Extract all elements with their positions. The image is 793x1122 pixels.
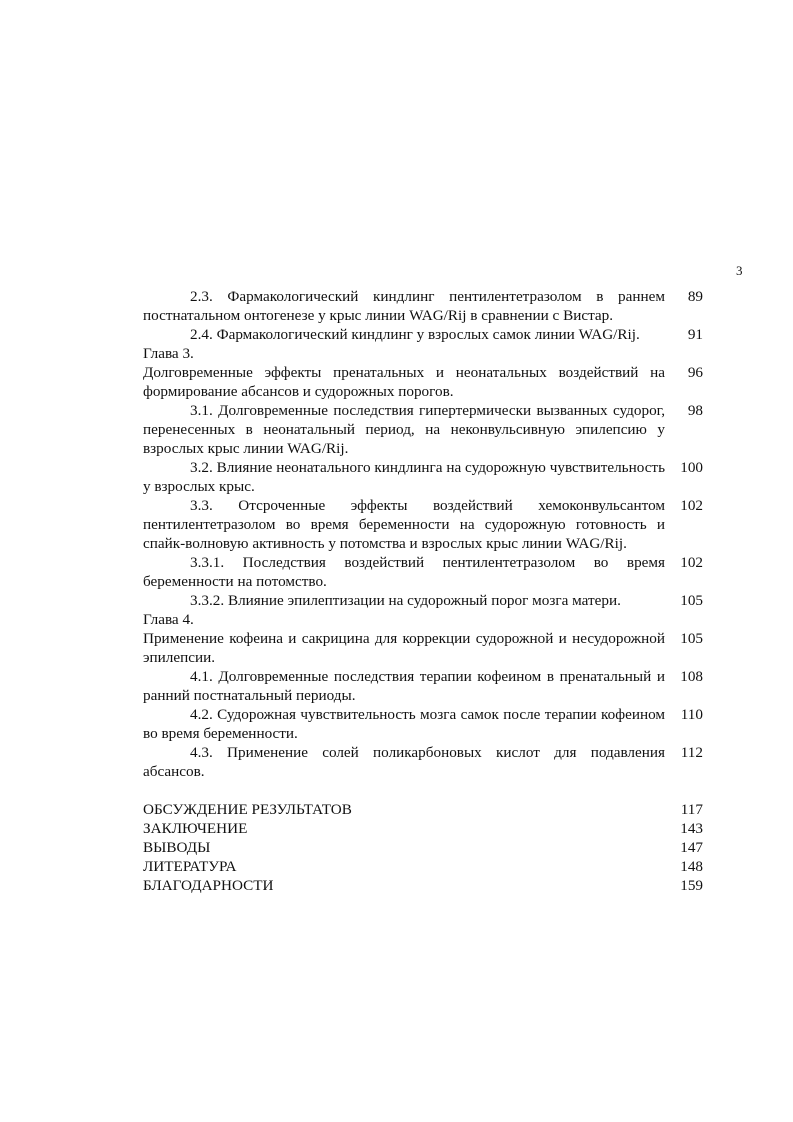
toc-section-text: ВЫВОДЫ bbox=[143, 839, 211, 856]
toc-section-text: ЗАКЛЮЧЕНИЕ bbox=[143, 820, 248, 837]
toc-entry-4-3 bbox=[143, 743, 703, 781]
toc-section-page: 148 bbox=[680, 858, 703, 875]
toc-section-page: 147 bbox=[680, 839, 703, 856]
toc-entry-page: 89 bbox=[687, 288, 703, 305]
toc-section-page: 143 bbox=[680, 820, 703, 837]
toc-entry-text: Применение кофеина и сакрицина для коррекции судорожной и несудорожной эпилепсии. bbox=[143, 630, 665, 666]
toc-entry-page: 110 bbox=[680, 706, 703, 723]
toc-chapter-3-title bbox=[143, 363, 703, 401]
toc-section-findings bbox=[143, 838, 703, 857]
toc-entry-text: 3.3.2. Влияние эпилептизации на судорожный порог мозга матери. bbox=[190, 592, 621, 609]
toc-section-text: ОБСУЖДЕНИЕ РЕЗУЛЬТАТОВ bbox=[143, 801, 352, 818]
toc-section-discussion bbox=[143, 800, 703, 819]
page-number: 3 bbox=[736, 263, 743, 278]
toc-section-acknowledgements bbox=[143, 876, 703, 895]
toc-entry-page: 100 bbox=[680, 459, 703, 476]
spacer bbox=[143, 781, 703, 800]
toc-entry-text: 4.2. Судорожная чувствительность мозга самок после терапии кофеином во время беременности. bbox=[143, 706, 665, 742]
toc-entry-page: 105 bbox=[680, 630, 703, 647]
toc-entry-text: Долговременные эффекты пренатальных и неонатальных воздействий на формирование абсансов и судорожных порогов. bbox=[143, 364, 665, 400]
toc-section-conclusion bbox=[143, 819, 703, 838]
toc-entry-page: 91 bbox=[687, 326, 703, 343]
toc-entry-text: 4.1. Долговременные последствия терапии кофеином в пренатальный и ранний постнатальный периоды. bbox=[143, 668, 665, 704]
toc-entry-text: 3.3.1. Последствия воздействий пентилентетразолом во время беременности на потомство. bbox=[143, 554, 665, 590]
toc-entry-3-2 bbox=[143, 458, 703, 496]
toc-entry-2-4 bbox=[143, 325, 703, 344]
toc-entry-page: 102 bbox=[680, 497, 703, 514]
toc-entry-3-3-2 bbox=[143, 591, 703, 610]
toc-entry-page: 96 bbox=[687, 364, 703, 381]
toc-entry-page: 102 bbox=[680, 554, 703, 571]
toc-entry-3-3 bbox=[143, 496, 703, 553]
toc-entry-text: 3.1. Долговременные последствия гипертермически вызванных судорог, перенесенных в неонатальный период, на неконвульсивную эпилепсию у взрослых крыс линии WAG/Rij. bbox=[143, 402, 665, 457]
toc-entry-text: 3.3. Отсроченные эффекты воздействий хемоконвульсантом пентилентетразолом во время беременности на судорожную готовность и спайк-волновую активность у потомства и взрослых крыс линии WAG/Rij. bbox=[143, 497, 665, 552]
toc-entry-page: 98 bbox=[687, 402, 703, 419]
chapter-4-label: Глава 4. bbox=[143, 611, 194, 628]
toc-section-text: ЛИТЕРАТУРА bbox=[143, 858, 237, 875]
toc-entry-text: 2.3. Фармакологический киндлинг пентилентетразолом в раннем постнатальном онтогенезе у крыс линии WAG/Rij в сравнении с Вистар. bbox=[143, 288, 665, 324]
toc-entry-4-1 bbox=[143, 667, 703, 705]
toc-entry-2-3 bbox=[143, 287, 703, 325]
toc-chapter-4-title bbox=[143, 629, 703, 667]
toc-section-page: 117 bbox=[680, 801, 703, 818]
toc-section-literature bbox=[143, 857, 703, 876]
toc-entry-3-3-1 bbox=[143, 553, 703, 591]
toc-section-text: БЛАГОДАРНОСТИ bbox=[143, 877, 274, 894]
toc-entry-text: 3.2. Влияние неонатального киндлинга на судорожную чувствительность у взрослых крыс. bbox=[143, 459, 665, 495]
toc-section-page: 159 bbox=[680, 877, 703, 894]
toc-entry-text: 4.3. Применение солей поликарбоновых кислот для подавления абсансов. bbox=[143, 744, 665, 780]
toc-entry-3-1 bbox=[143, 401, 703, 458]
toc-entry-text: 2.4. Фармакологический киндлинг у взрослых самок линии WAG/Rij. bbox=[190, 326, 640, 343]
toc-entry-page: 105 bbox=[680, 592, 703, 609]
toc-entry-page: 112 bbox=[680, 744, 703, 761]
toc-entry-4-2 bbox=[143, 705, 703, 743]
chapter-3-label: Глава 3. bbox=[143, 345, 194, 362]
table-of-contents bbox=[143, 287, 703, 895]
toc-entry-page: 108 bbox=[680, 668, 703, 685]
